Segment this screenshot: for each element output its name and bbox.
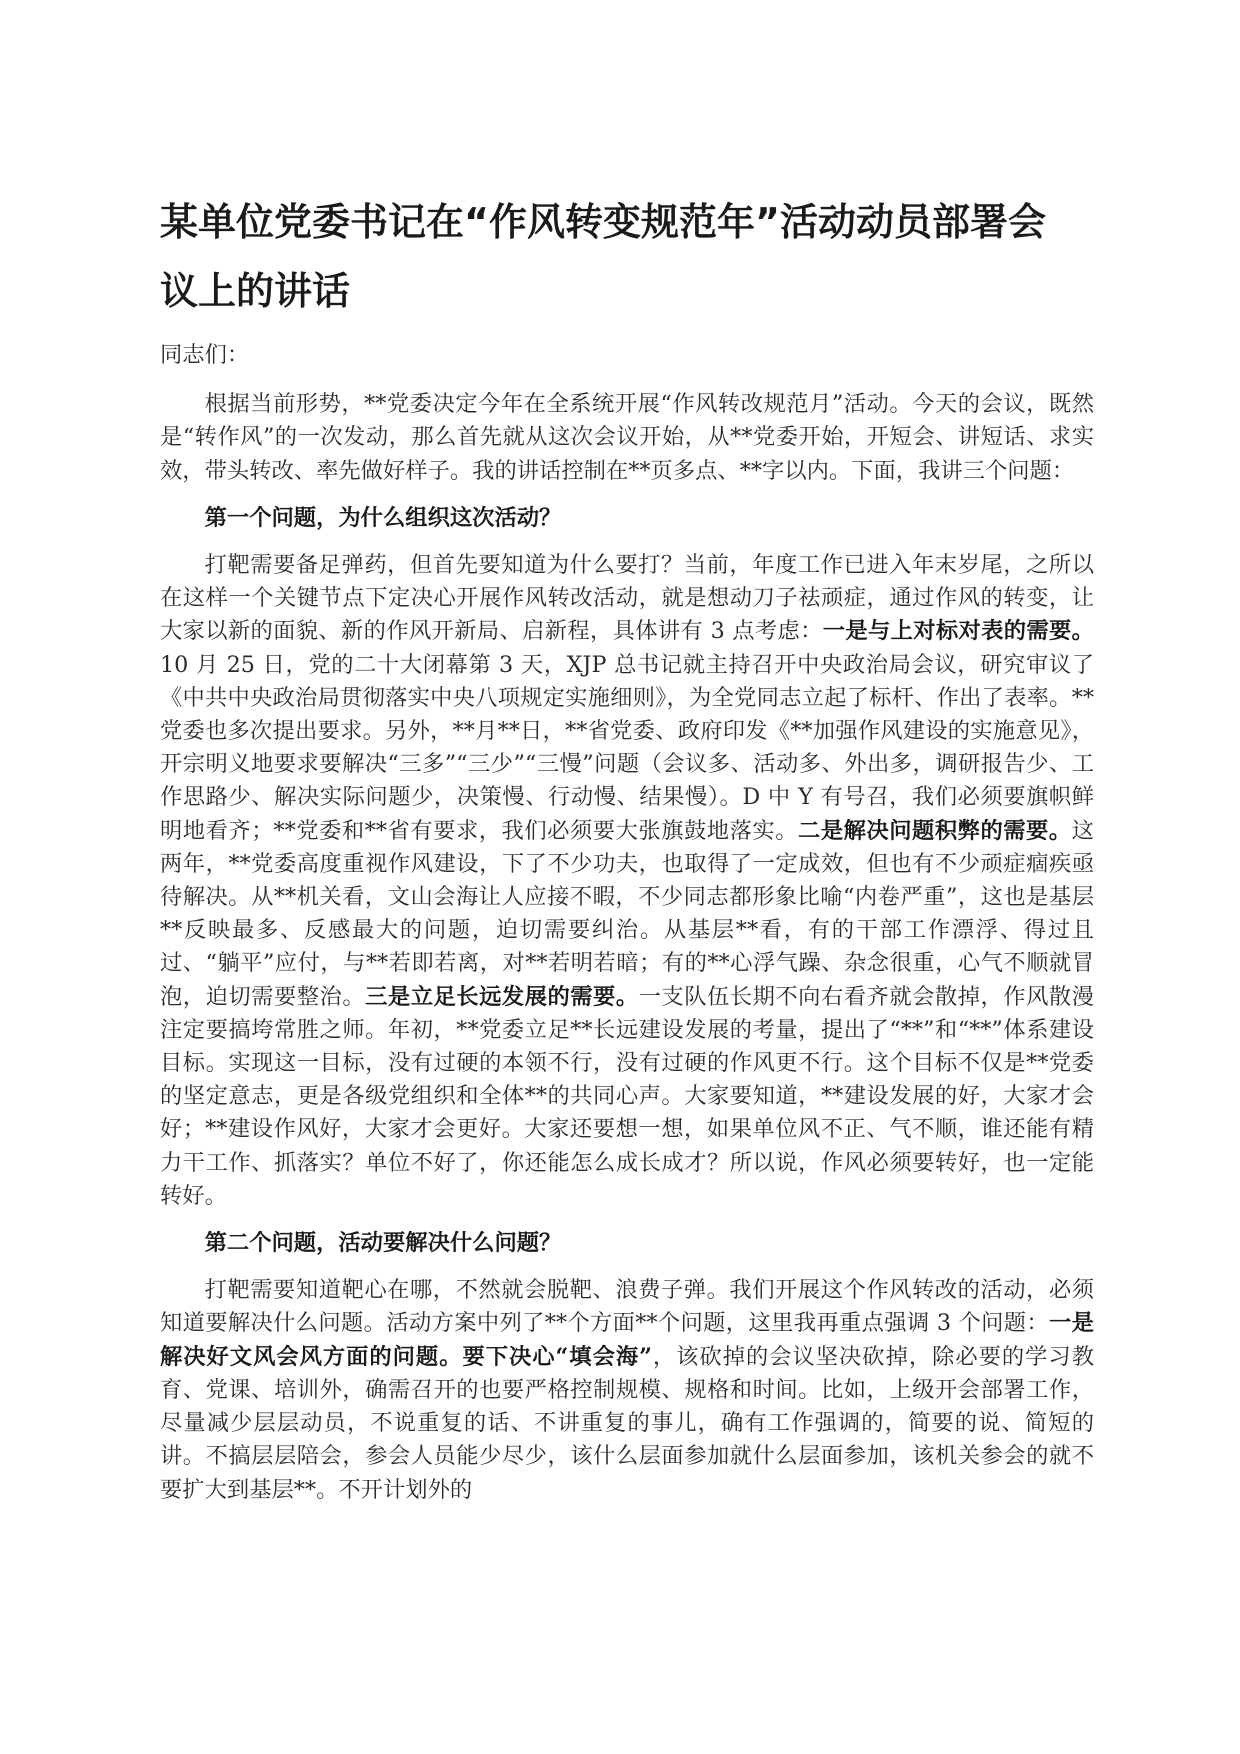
- title-line-1: 某单位党委书记在“作风转变规范年”活动动员部署会: [160, 200, 1046, 244]
- section-1-bold-1: 一是与上对标对表的需要。: [822, 618, 1094, 645]
- section-1-text-2: 10 月 25 日，党的二十大闭幕第 3 天，XJP 总书记就主持召开中央政治局会议，研究审议了《中共中央政治局贯彻落实中央八项规定实施细则》，为全党同志立起了标杆、作出了表率。**党委也多次提出要求。另外，**月**日，**省党委、政府印发《**加强作风建设的实施意见》，开宗明义地要求要解决“三多”“三少”“三慢”问题（会议多、活动多、外出多，调研报告少、工作思路少、解决实际问题少，决策慢、行动慢、结果慢）。D 中 Y 有号召，我们必须要旗帜鲜明地看齐；**党委和**省有要求，我们必须要大张旗鼓地落实。: [160, 651, 1094, 844]
- section-2-text-2: ，该砍掉的会议坚决砍掉，除必要的学习教育、党课、培训外，确需召开的也要严格控制规模、规格和时间。比如，上级开会部署工作，尽量减少层层动员，不说重复的话、不讲重复的事儿，确有工作强调的，简要的说、简短的讲。不搞层层陪会，参会人员能少尽少，该什么层面参加就什么层面参加，该机关参会的就不要扩大到基层**。不开计划外的: [160, 1343, 1094, 1503]
- section-1-text-4: 一支队伍长期不向右看齐就会散掉，作风散漫注定要搞垮常胜之师。年初，**党委立足**长远建设发展的考量，提出了“**”和“**”体系建设目标。实现这一目标，没有过硬的本领不行，没有过硬的作风更不行。这个目标不仅是**党委的坚定意志，更是各级党组织和全体**的共同心声。大家要知道，**建设发展的好，大家才会好；**建设作风好，大家才会更好。大家还要想一想，如果单位风不正、气不顺，谁还能有精力干工作、抓落实？单位不好了，你还能怎么成长成才？所以说，作风必须要转好，也一定能转好。: [160, 983, 1094, 1209]
- section-1-text-1: 打靶需要备足弹药，但首先要知道为什么要打？当前，年度工作已进入年末岁尾，之所以在这样一个关键节点下定决心开展作风转改活动，就是想动刀子祛顽症，通过作风的转变，让大家以新的面貌、新的作风开新局、启新程，具体讲有 3 点考虑：: [160, 552, 1094, 645]
- section-1-bold-3: 三是立足长远发展的需要。: [365, 983, 639, 1010]
- section-1-heading: 第一个问题，为什么组织这次活动？: [204, 504, 562, 531]
- salutation: 同志们：: [160, 342, 250, 368]
- document-body: [160, 339, 1094, 1507]
- intro-paragraph: 根据当前形势，**党委决定今年在全系统开展“作风转改规范月”活动。今天的会议，既然是“转作风”的一次发动，那么首先就从这次会议开始，从**党委开始，开短会、讲短话、求实效，带头转改、率先做好样子。我的讲话控制在**页多点、**字以内。下面，我讲三个问题：: [160, 391, 1094, 484]
- section-2-bold-1: 一是解决好文风会风方面的问题。要下决心“填会海”: [160, 1310, 1094, 1370]
- section-2-text-1: 打靶需要知道靶心在哪，不然就会脱靶、浪费子弹。我们开展这个作风转改的活动，必须知道要解决什么问题。活动方案中列了**个方面**个问题，这里我再重点强调 3 个问题：: [160, 1277, 1094, 1337]
- section-1-paragraph: [160, 549, 1094, 1213]
- section-2-heading: 第二个问题，活动要解决什么问题？: [204, 1230, 562, 1257]
- title-line-2: 议上的讲话: [160, 269, 351, 313]
- section-1-bold-2: 二是解决问题积弊的需要。: [798, 817, 1072, 844]
- section-2-paragraph: [160, 1274, 1094, 1506]
- section-1-text-3: 这两年，**党委高度重视作风建设，下了不少功夫，也取得了一定成效，但也有不少顽症痼疾亟待解决。从**机关看，文山会海让人应接不暇，不少同志都形象比喻“内卷严重”，这也是基层**反映最多、反感最大的问题，迫切需要纠治。从基层**看，有的干部工作漂浮、得过且过、“躺平”应付，与**若即若离，对**若明若暗；有的**心浮气躁、杂念很重，心气不顺就冒泡，迫切需要整治。: [160, 817, 1094, 1010]
- document-title: [160, 188, 1090, 326]
